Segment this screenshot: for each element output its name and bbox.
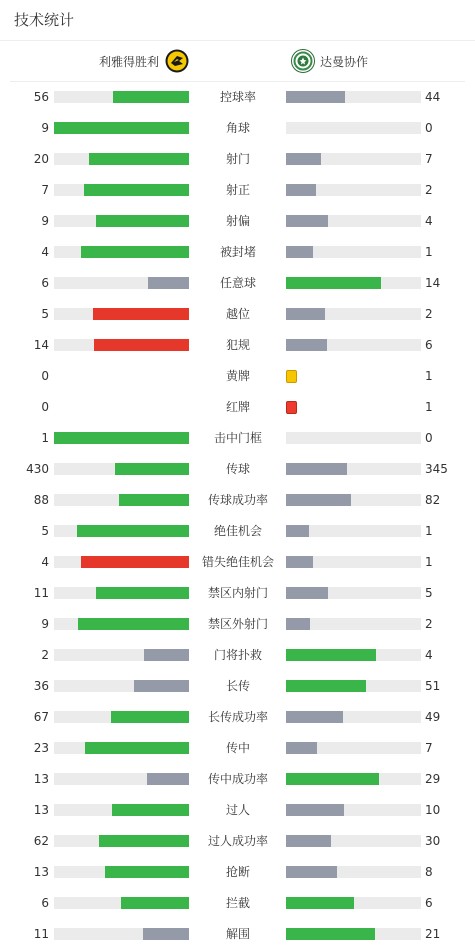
away-bar-track (286, 587, 421, 599)
home-stat-value: 13 (33, 865, 49, 879)
home-bar-fill (81, 246, 189, 258)
away-bar-track (286, 680, 421, 692)
away-bar-fill (286, 897, 354, 909)
home-bar-track (54, 184, 189, 196)
away-bar-track (286, 277, 421, 289)
away-bar-track (286, 339, 421, 351)
stat-row (0, 583, 475, 603)
home-stat-value: 9 (41, 617, 49, 631)
home-bar-track (54, 153, 189, 165)
away-bar-fill (286, 680, 366, 692)
away-bar-fill (286, 463, 347, 475)
away-team-name: 达曼协作 (320, 54, 369, 69)
away-bar-track (286, 711, 421, 723)
away-bar-track (286, 525, 421, 537)
home-bar-track (54, 308, 189, 320)
home-bar-fill (94, 339, 189, 351)
away-bar-fill (286, 215, 328, 227)
home-stat-value: 14 (33, 338, 49, 352)
stat-row (0, 87, 475, 107)
home-bar-fill (121, 897, 189, 909)
stat-row (0, 831, 475, 851)
stat-label: 越位 (225, 307, 250, 321)
home-team-name: 利雅得胜利 (98, 54, 159, 69)
away-bar-fill (286, 494, 351, 506)
page-title: 技术统计 (14, 11, 75, 29)
home-bar-track (54, 525, 189, 537)
home-bar-track (54, 494, 189, 506)
stat-label: 禁区外射门 (207, 617, 268, 631)
away-bar-track (286, 804, 421, 816)
away-stat-value: 0 (425, 121, 433, 135)
home-bar-track (54, 122, 189, 134)
away-stat-value: 49 (425, 710, 441, 724)
stat-row (0, 924, 475, 944)
home-bar-fill (96, 587, 189, 599)
home-stat-value: 9 (41, 214, 49, 228)
away-bar-fill (286, 339, 327, 351)
home-stat-value: 430 (26, 462, 49, 476)
away-stat-value: 7 (425, 741, 433, 755)
stat-row (0, 366, 475, 386)
home-team (99, 47, 189, 75)
stat-row (0, 304, 475, 324)
stat-label: 拦截 (225, 896, 250, 910)
home-bar-track (54, 835, 189, 847)
stat-label: 角球 (225, 121, 250, 135)
stat-label: 被封堵 (219, 245, 256, 259)
home-stat-value: 23 (33, 741, 49, 755)
stat-label: 红牌 (225, 400, 250, 414)
away-stat-value: 51 (425, 679, 441, 693)
home-bar-fill (147, 773, 189, 785)
away-bar-fill (286, 866, 337, 878)
stat-label: 射偏 (225, 214, 250, 228)
home-stat-value: 0 (41, 400, 49, 414)
away-bar-fill (286, 742, 317, 754)
home-bar-track (54, 804, 189, 816)
away-stat-value: 4 (425, 648, 433, 662)
away-bar-track (286, 649, 421, 661)
home-bar-fill (77, 525, 189, 537)
away-bar-track (286, 463, 421, 475)
away-stat-value: 6 (425, 896, 433, 910)
away-bar-fill (286, 184, 316, 196)
stat-label: 长传 (225, 679, 250, 693)
home-stat-value: 7 (41, 183, 49, 197)
home-stat-value: 11 (33, 586, 49, 600)
away-bar-fill (286, 587, 328, 599)
away-stat-value: 5 (425, 586, 433, 600)
home-bar-fill (112, 804, 189, 816)
stat-label: 黄牌 (225, 369, 250, 383)
away-stat-value: 1 (425, 524, 433, 538)
away-stat-value: 10 (425, 803, 441, 817)
stat-label: 传中成功率 (207, 772, 268, 786)
stat-row (0, 893, 475, 913)
stat-row (0, 397, 475, 417)
teams-divider (10, 81, 465, 82)
away-stat-value: 7 (425, 152, 433, 166)
home-stat-value: 56 (33, 90, 49, 104)
away-stat-value: 30 (425, 834, 441, 848)
away-stat-value: 82 (425, 493, 441, 507)
away-stat-value: 1 (425, 400, 433, 414)
away-bar-fill (286, 525, 309, 537)
stat-row (0, 242, 475, 262)
home-bar-fill (54, 122, 189, 134)
home-bar-fill (134, 680, 189, 692)
home-stat-value: 13 (33, 803, 49, 817)
stat-row (0, 614, 475, 634)
stat-label: 长传成功率 (207, 710, 268, 724)
stat-row (0, 862, 475, 882)
home-bar-track (54, 928, 189, 940)
home-bar-track (54, 246, 189, 258)
stat-label: 传球成功率 (207, 493, 268, 507)
away-bar-fill (286, 835, 331, 847)
away-bar-track (286, 742, 421, 754)
stat-row (0, 800, 475, 820)
home-stat-value: 6 (41, 276, 49, 290)
home-bar-track (54, 91, 189, 103)
home-bar-track (54, 556, 189, 568)
stat-label: 任意球 (219, 276, 256, 290)
away-stat-value: 14 (425, 276, 441, 290)
stat-row (0, 738, 475, 758)
away-bar-fill (286, 804, 344, 816)
stat-row (0, 118, 475, 138)
away-bar-track (286, 246, 421, 258)
title-divider (0, 40, 475, 41)
stat-label: 过人成功率 (207, 834, 268, 848)
away-stat-value: 4 (425, 214, 433, 228)
away-stat-value: 1 (425, 369, 433, 383)
stat-label: 击中门框 (213, 431, 262, 445)
away-bar-fill (286, 246, 313, 258)
stat-label: 控球率 (219, 90, 256, 104)
away-bar-track (286, 773, 421, 785)
home-stat-value: 20 (33, 152, 49, 166)
stat-label: 犯规 (225, 338, 250, 352)
home-bar-fill (89, 153, 189, 165)
away-bar-track (286, 215, 421, 227)
home-stat-value: 9 (41, 121, 49, 135)
home-bar-fill (96, 215, 189, 227)
home-stat-value: 6 (41, 896, 49, 910)
home-stat-value: 13 (33, 772, 49, 786)
stat-row (0, 180, 475, 200)
home-bar-track (54, 742, 189, 754)
away-bar-fill (286, 618, 310, 630)
away-bar-track (286, 122, 421, 134)
stat-label: 禁区内射门 (207, 586, 268, 600)
home-stat-value: 11 (33, 927, 49, 941)
away-bar-track (286, 928, 421, 940)
home-stat-value: 4 (41, 555, 49, 569)
away-bar-fill (286, 91, 345, 103)
away-stat-value: 44 (425, 90, 441, 104)
stat-row (0, 769, 475, 789)
stat-row (0, 211, 475, 231)
home-stat-value: 5 (41, 524, 49, 538)
away-team (291, 47, 368, 75)
home-bar-fill (93, 308, 189, 320)
away-stat-value: 345 (425, 462, 448, 476)
away-bar-track (286, 432, 421, 444)
home-bar-track (54, 432, 189, 444)
away-bar-track (286, 494, 421, 506)
stat-row (0, 521, 475, 541)
home-bar-fill (111, 711, 189, 723)
home-bar-track (54, 680, 189, 692)
away-team-logo (291, 49, 315, 73)
away-bar-fill (286, 928, 375, 940)
stat-label: 传球 (225, 462, 250, 476)
yellow-card-icon (286, 370, 297, 383)
away-bar-fill (286, 308, 325, 320)
home-stat-value: 2 (41, 648, 49, 662)
home-stat-value: 36 (33, 679, 49, 693)
home-bar-fill (115, 463, 189, 475)
away-stat-value: 1 (425, 245, 433, 259)
home-bar-track (54, 618, 189, 630)
away-bar-track (286, 866, 421, 878)
stat-label: 抢断 (225, 865, 250, 879)
away-bar-track (286, 618, 421, 630)
home-bar-track (54, 339, 189, 351)
home-bar-track (54, 866, 189, 878)
away-stat-value: 2 (425, 617, 433, 631)
away-bar-track (286, 835, 421, 847)
home-stat-value: 0 (41, 369, 49, 383)
away-bar-track (286, 184, 421, 196)
stat-row (0, 459, 475, 479)
stat-label: 传中 (225, 741, 250, 755)
stat-row (0, 428, 475, 448)
away-stat-value: 2 (425, 183, 433, 197)
away-bar-fill (286, 153, 321, 165)
away-stat-value: 21 (425, 927, 441, 941)
away-stat-value: 6 (425, 338, 433, 352)
home-bar-fill (78, 618, 189, 630)
away-stat-value: 0 (425, 431, 433, 445)
away-bar-track (286, 153, 421, 165)
home-bar-track (54, 587, 189, 599)
away-bar-fill (286, 277, 381, 289)
home-bar-fill (85, 742, 189, 754)
home-bar-fill (54, 432, 189, 444)
home-bar-fill (105, 866, 189, 878)
home-bar-fill (99, 835, 189, 847)
stat-label: 解围 (225, 927, 250, 941)
home-bar-track (54, 773, 189, 785)
home-bar-fill (81, 556, 189, 568)
away-stat-value: 8 (425, 865, 433, 879)
stat-row (0, 335, 475, 355)
home-stat-value: 62 (33, 834, 49, 848)
away-bar-track (286, 91, 421, 103)
home-bar-track (54, 463, 189, 475)
away-bar-track (286, 308, 421, 320)
stat-row (0, 490, 475, 510)
stat-label: 射门 (225, 152, 250, 166)
home-stat-value: 88 (33, 493, 49, 507)
home-stat-value: 1 (41, 431, 49, 445)
away-stat-value: 1 (425, 555, 433, 569)
home-bar-fill (84, 184, 189, 196)
stat-label: 绝佳机会 (213, 524, 262, 538)
stat-row (0, 273, 475, 293)
home-bar-fill (119, 494, 189, 506)
home-bar-fill (113, 91, 189, 103)
home-bar-track (54, 277, 189, 289)
away-bar-fill (286, 649, 376, 661)
away-bar-fill (286, 556, 313, 568)
home-bar-track (54, 215, 189, 227)
home-bar-track (54, 649, 189, 661)
home-team-logo (165, 49, 189, 73)
home-stat-value: 5 (41, 307, 49, 321)
stat-row (0, 676, 475, 696)
stat-row (0, 645, 475, 665)
stat-label: 错失绝佳机会 (201, 555, 274, 569)
away-stat-value: 29 (425, 772, 441, 786)
home-bar-track (54, 711, 189, 723)
away-bar-track (286, 556, 421, 568)
away-bar-fill (286, 711, 343, 723)
stat-row (0, 707, 475, 727)
stat-label: 门将扑救 (213, 648, 262, 662)
away-stat-value: 2 (425, 307, 433, 321)
home-stat-value: 4 (41, 245, 49, 259)
home-bar-track (54, 897, 189, 909)
away-bar-fill (286, 773, 379, 785)
stat-label: 射正 (225, 183, 250, 197)
away-bar-track (286, 897, 421, 909)
stat-label: 过人 (225, 803, 250, 817)
stat-row (0, 552, 475, 572)
home-bar-fill (143, 928, 189, 940)
home-stat-value: 67 (33, 710, 49, 724)
home-bar-fill (148, 277, 189, 289)
home-bar-fill (144, 649, 189, 661)
stat-row (0, 149, 475, 169)
red-card-icon (286, 401, 297, 414)
